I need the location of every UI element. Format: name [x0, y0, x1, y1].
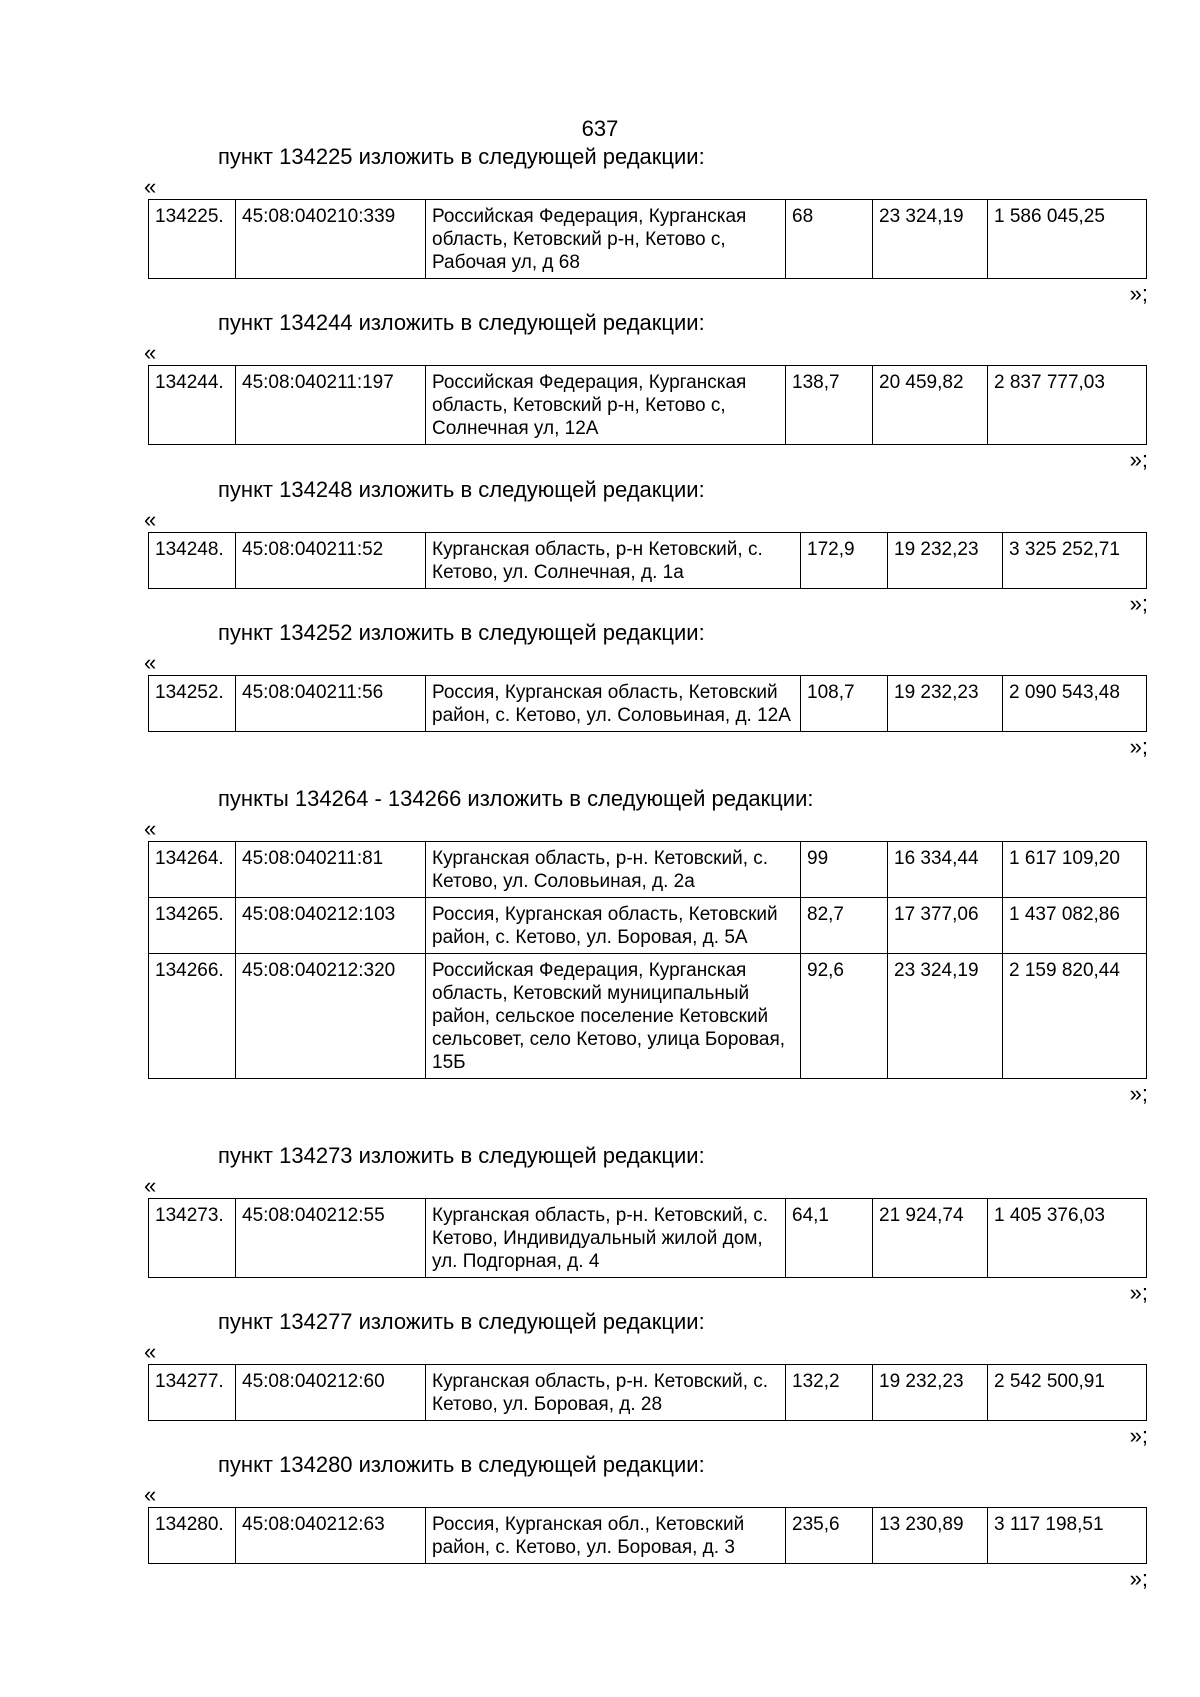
unit-value-cell: 19 232,23	[888, 676, 1003, 732]
amendment-heading: пункт 134252 изложить в следующей редакции:	[218, 620, 705, 645]
open-quote: «	[144, 174, 157, 199]
open-quote: «	[144, 1173, 157, 1198]
cadastral-number-cell: 45:08:040211:197	[236, 366, 426, 445]
cadastral-value-cell: 1 405 376,03	[988, 1199, 1147, 1278]
property-table	[148, 532, 1147, 589]
amendment-heading: пункт 134248 изложить в следующей редакции:	[218, 477, 705, 502]
table-row	[149, 200, 1147, 279]
amendment-heading: пункт 134244 изложить в следующей редакции:	[218, 310, 705, 335]
cadastral-value-cell: 3 117 198,51	[988, 1508, 1147, 1564]
table-row	[149, 366, 1147, 445]
property-table	[148, 365, 1147, 445]
cadastral-value-cell: 1 617 109,20	[1003, 842, 1147, 898]
table-row	[149, 1365, 1147, 1421]
open-quote: «	[144, 650, 157, 675]
cadastral-number-cell: 45:08:040211:81	[236, 842, 426, 898]
amendment-heading: пункт 134280 изложить в следующей редакции:	[218, 1452, 705, 1477]
row-number-cell: 134280.	[149, 1508, 236, 1564]
cadastral-value-cell: 3 325 252,71	[1003, 533, 1147, 589]
cadastral-number-cell: 45:08:040211:56	[236, 676, 426, 732]
cadastral-value-cell: 1 586 045,25	[988, 200, 1147, 279]
area-cell: 235,6	[786, 1508, 873, 1564]
cadastral-number-cell: 45:08:040212:103	[236, 898, 426, 954]
cadastral-number-cell: 45:08:040210:339	[236, 200, 426, 279]
row-number-cell: 134264.	[149, 842, 236, 898]
area-cell: 132,2	[786, 1365, 873, 1421]
page-number: 637	[581, 116, 619, 141]
address-cell: Курганская область, р-н. Кетовский, с. Кетово, Индивидуальный жилой дом, ул. Подгорная, д. 4	[426, 1199, 786, 1278]
unit-value-cell: 13 230,89	[873, 1508, 988, 1564]
row-number-cell: 134273.	[149, 1199, 236, 1278]
row-number-cell: 134277.	[149, 1365, 236, 1421]
cadastral-number-cell: 45:08:040212:55	[236, 1199, 426, 1278]
table-row	[149, 1199, 1147, 1278]
open-quote: «	[144, 1482, 157, 1507]
table-row	[149, 954, 1147, 1079]
amendment-heading: пункт 134273 изложить в следующей редакции:	[218, 1143, 705, 1168]
unit-value-cell: 23 324,19	[888, 954, 1003, 1079]
close-quote: »;	[1129, 591, 1148, 616]
close-quote: »;	[1129, 1566, 1148, 1591]
table-row	[149, 533, 1147, 589]
address-cell: Россия, Курганская область, Кетовский район, с. Кетово, ул. Соловьиная, д. 12А	[426, 676, 801, 732]
area-cell: 138,7	[786, 366, 873, 445]
row-number-cell: 134265.	[149, 898, 236, 954]
area-cell: 172,9	[801, 533, 888, 589]
cadastral-value-cell: 2 090 543,48	[1003, 676, 1147, 732]
amendment-heading: пункт 134225 изложить в следующей редакции:	[218, 144, 705, 169]
cadastral-value-cell: 2 159 820,44	[1003, 954, 1147, 1079]
address-cell: Курганская область, р-н. Кетовский, с. Кетово, ул. Соловьиная, д. 2а	[426, 842, 801, 898]
open-quote: «	[144, 507, 157, 532]
cadastral-number-cell: 45:08:040212:320	[236, 954, 426, 1079]
close-quote: »;	[1129, 281, 1148, 306]
address-cell: Российская Федерация, Курганская область, Кетовский р-н, Кетово с, Солнечная ул, 12А	[426, 366, 786, 445]
row-number-cell: 134252.	[149, 676, 236, 732]
unit-value-cell: 19 232,23	[873, 1365, 988, 1421]
area-cell: 99	[801, 842, 888, 898]
open-quote: «	[144, 340, 157, 365]
close-quote: »;	[1129, 447, 1148, 472]
cadastral-value-cell: 1 437 082,86	[1003, 898, 1147, 954]
property-table	[148, 1364, 1147, 1421]
property-table	[148, 1507, 1147, 1564]
cadastral-value-cell: 2 837 777,03	[988, 366, 1147, 445]
property-table	[148, 199, 1147, 279]
property-table	[148, 1198, 1147, 1278]
address-cell: Россия, Курганская обл., Кетовский район, с. Кетово, ул. Боровая, д. 3	[426, 1508, 786, 1564]
cadastral-number-cell: 45:08:040212:63	[236, 1508, 426, 1564]
row-number-cell: 134248.	[149, 533, 236, 589]
amendment-heading: пункты 134264 - 134266 изложить в следующей редакции:	[218, 786, 814, 811]
property-table	[148, 675, 1147, 732]
close-quote: »;	[1129, 734, 1148, 759]
property-table	[148, 841, 1147, 1079]
row-number-cell: 134244.	[149, 366, 236, 445]
cadastral-value-cell: 2 542 500,91	[988, 1365, 1147, 1421]
cadastral-number-cell: 45:08:040211:52	[236, 533, 426, 589]
unit-value-cell: 21 924,74	[873, 1199, 988, 1278]
address-cell: Российская Федерация, Курганская область, Кетовский муниципальный район, сельское поселение Кетовский сельсовет, село Кетово, улица Боровая, 15Б	[426, 954, 801, 1079]
unit-value-cell: 20 459,82	[873, 366, 988, 445]
area-cell: 92,6	[801, 954, 888, 1079]
unit-value-cell: 16 334,44	[888, 842, 1003, 898]
unit-value-cell: 23 324,19	[873, 200, 988, 279]
amendment-heading: пункт 134277 изложить в следующей редакции:	[218, 1309, 705, 1334]
area-cell: 68	[786, 200, 873, 279]
address-cell: Российская Федерация, Курганская область, Кетовский р-н, Кетово с, Рабочая ул, д 68	[426, 200, 786, 279]
close-quote: »;	[1129, 1280, 1148, 1305]
area-cell: 82,7	[801, 898, 888, 954]
table-row	[149, 1508, 1147, 1564]
table-row	[149, 842, 1147, 898]
open-quote: «	[144, 816, 157, 841]
area-cell: 64,1	[786, 1199, 873, 1278]
address-cell: Россия, Курганская область, Кетовский район, с. Кетово, ул. Боровая, д. 5А	[426, 898, 801, 954]
unit-value-cell: 17 377,06	[888, 898, 1003, 954]
cadastral-number-cell: 45:08:040212:60	[236, 1365, 426, 1421]
close-quote: »;	[1129, 1081, 1148, 1106]
open-quote: «	[144, 1339, 157, 1364]
close-quote: »;	[1129, 1423, 1148, 1448]
unit-value-cell: 19 232,23	[888, 533, 1003, 589]
address-cell: Курганская область, р-н Кетовский, с. Кетово, ул. Солнечная, д. 1а	[426, 533, 801, 589]
row-number-cell: 134225.	[149, 200, 236, 279]
table-row	[149, 676, 1147, 732]
area-cell: 108,7	[801, 676, 888, 732]
row-number-cell: 134266.	[149, 954, 236, 1079]
address-cell: Курганская область, р-н. Кетовский, с. Кетово, ул. Боровая, д. 28	[426, 1365, 786, 1421]
table-row	[149, 898, 1147, 954]
